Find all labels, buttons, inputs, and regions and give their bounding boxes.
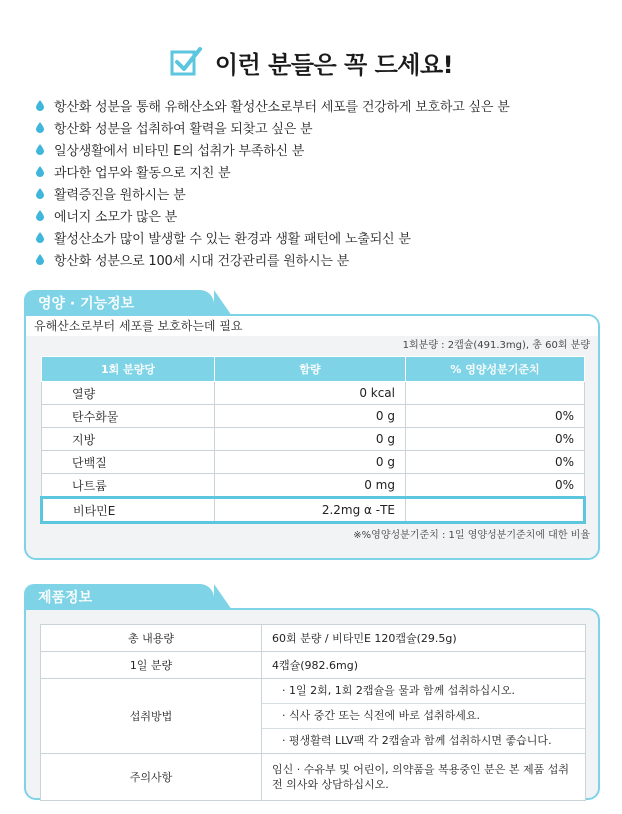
table-row: 열량 0 kcal [42,382,585,405]
table-row: 나트륨 0 mg 0% [42,474,585,498]
water-drop-icon [36,144,44,155]
table-row: 주의사항 임신 · 수유부 및 어린이, 의약품을 복용중인 분은 본 제품 섭취 전 의사와 상담하십시오. [41,754,586,801]
table-row-highlighted: 비타민E 2.2mg α -TE [42,498,585,523]
nutrition-subtitle: 유해산소로부터 세포를 보호하는데 필요 [34,319,243,333]
list-item: 항산화 성분을 통해 유해산소와 활성산소로부터 세포를 건강하게 보호하고 싶은 분 [36,94,596,116]
table-header-row [42,357,585,382]
table-row: 탄수화물 0 g 0% [42,405,585,428]
column-header: 함량 [215,357,406,382]
checkbox-icon [169,45,203,79]
table-row: 지방 0 g 0% [42,428,585,451]
list-item: 활력증진을 원하시는 분 [36,182,596,204]
headline [0,40,622,84]
list-item: 항산화 성분으로 100세 시대 건강관리를 원하시는 분 [36,248,596,270]
water-drop-icon [36,232,44,243]
nutrition-section [24,290,600,562]
column-header: % 영양성분기준치 [406,357,585,382]
intake-lines: · 1일 2회, 1회 2캡슐을 물과 함께 섭취하십시오. · 식사 중간 또는 식전에 바로 섭취하세요. · 평생활력 LLV팩 각 2캡슐과 함께 섭취하시면 좋습니다. [262,679,586,754]
list-item: 과다한 업무와 활동으로 지친 분 [36,160,596,182]
table-row: 단백질 0 g 0% [42,451,585,474]
column-header: 1회 분량당 [42,357,215,382]
headline-title: 이런 분들은 꼭 드세요! [214,50,454,79]
water-drop-icon [36,210,44,221]
water-drop-icon [36,188,44,199]
serving-note: 1회분량 : 2캡슐(491.3mg), 총 60회 분량 [402,340,590,351]
water-drop-icon [36,254,44,265]
list-item: 에너지 소모가 많은 분 [36,204,596,226]
list-item: 항산화 성분을 섭취하여 활력을 되찾고 싶은 분 [36,116,596,138]
list-item: 활성산소가 많이 발생할 수 있는 환경과 생활 패턴에 노출되신 분 [36,226,596,248]
product-table [40,624,586,801]
table-row: 섭취방법 · 1일 2회, 1회 2캡슐을 물과 함께 섭취하십시오. · 식사 중간 또는 식전에 바로 섭취하세요. · 평생활력 LLV팩 각 2캡슐과 함께 섭취하시면 좋습니다. [41,679,586,754]
table-row: 총 내용량 60회 분량 / 비타민E 120캡슐(29.5g) [41,625,586,652]
nutrition-table [40,356,586,524]
recommendation-list [36,94,596,270]
water-drop-icon [36,122,44,133]
table-row: 1일 분량 4캡슐(982.6mg) [41,652,586,679]
water-drop-icon [36,166,44,177]
list-item: 일상생활에서 비타민 E의 섭취가 부족하신 분 [36,138,596,160]
nutrition-tab: 영양 · 기능정보 [24,290,214,316]
product-tab: 제품정보 [24,584,214,610]
product-section [24,584,600,802]
water-drop-icon [36,100,44,111]
footnote: ※%영양성분기준치 : 1일 영양성분기준치에 대한 비율 [353,530,590,541]
